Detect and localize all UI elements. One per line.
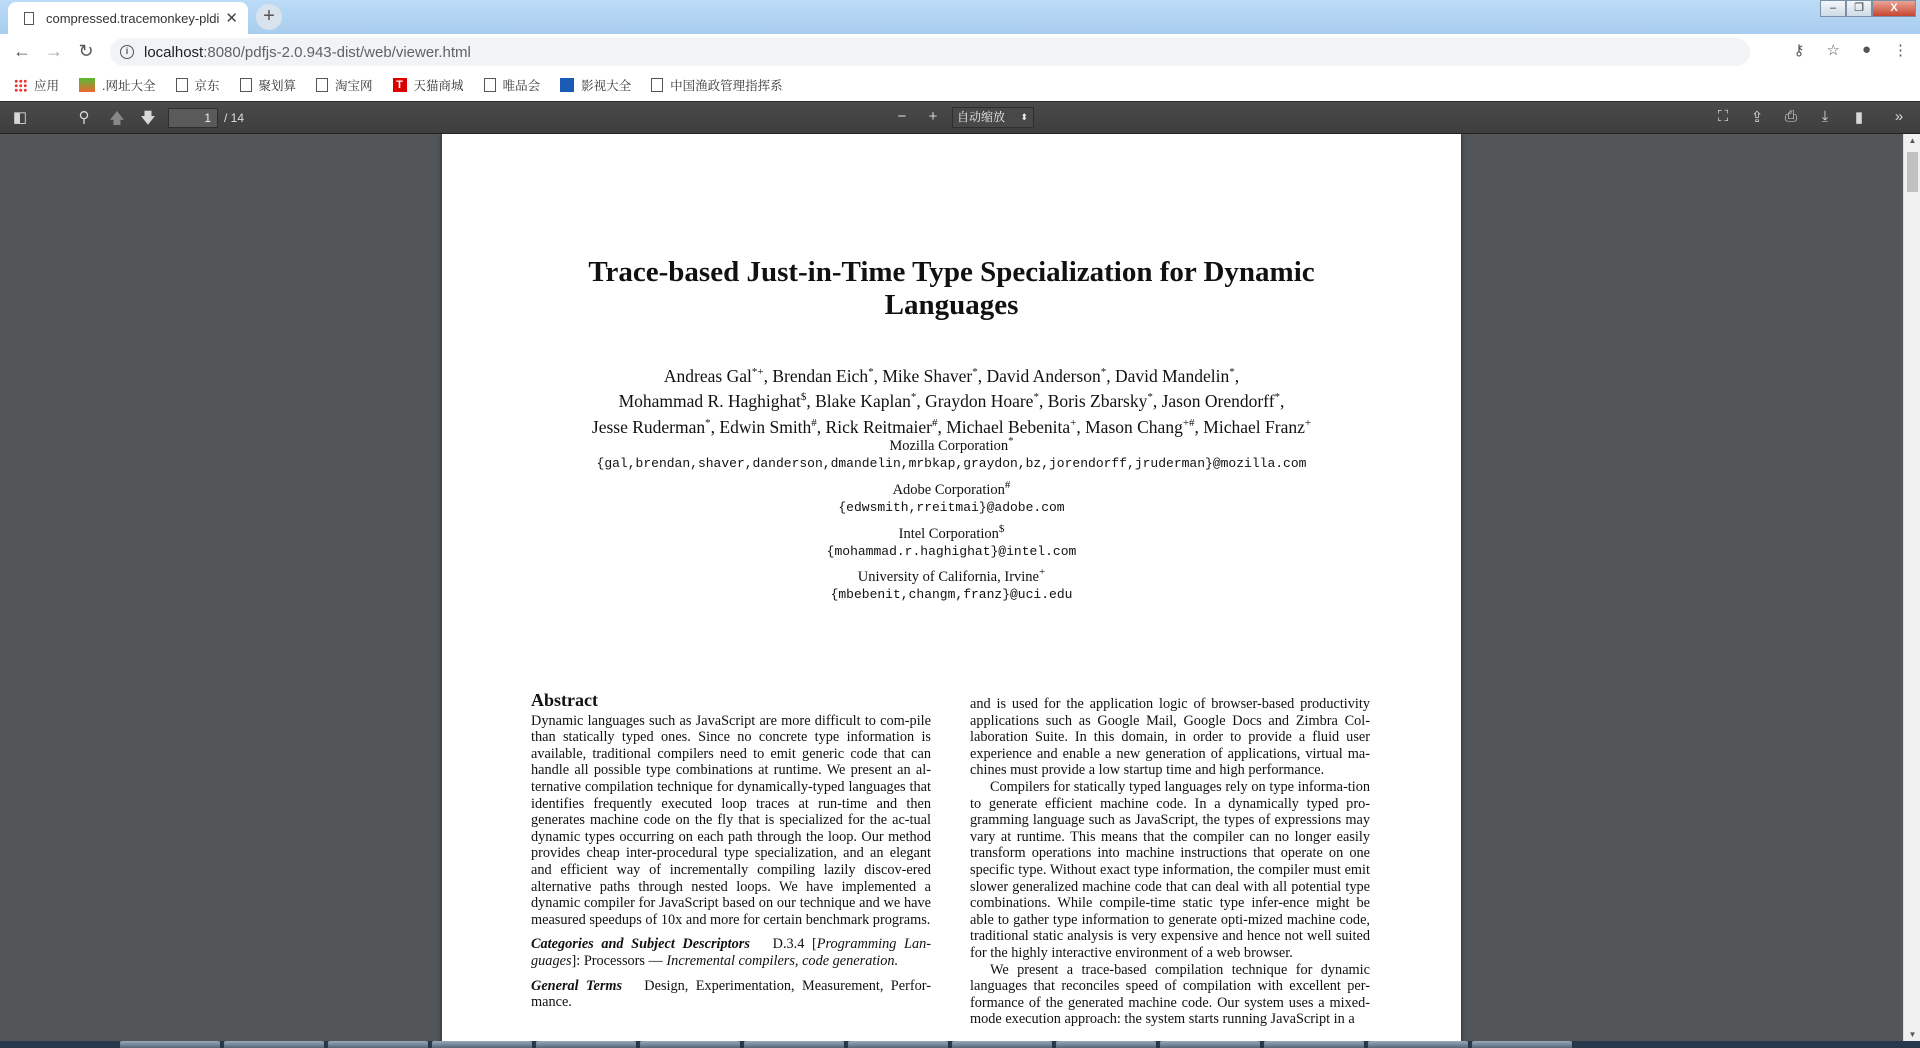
page-number-input[interactable]: 1 — [168, 108, 218, 128]
affiliation-adobe — [442, 476, 1461, 517]
zoom-value: 自动缩放 — [957, 110, 1006, 124]
zoom-in-icon[interactable]: + — [928, 108, 938, 125]
categories-text: D.3.4 [ — [772, 936, 817, 953]
page-icon — [316, 78, 328, 92]
affiliation-email: {mohammad.r.haghighat}@intel.com — [826, 543, 1077, 559]
print-icon[interactable]: ⎙ — [1784, 108, 1797, 125]
bookmark-taobao[interactable] — [316, 76, 373, 94]
restore-button[interactable]: ❐ — [1846, 0, 1872, 17]
tmall-icon: T — [393, 78, 407, 92]
back-icon[interactable]: ← — [13, 41, 31, 61]
bookmark-vip[interactable] — [484, 76, 541, 94]
bookmarks-bar — [0, 69, 1920, 101]
bookmark-label: 淘宝网 — [335, 79, 373, 93]
video-icon — [560, 78, 574, 92]
taskbar-item[interactable] — [432, 1041, 532, 1048]
affiliation-name: Adobe Corporation# — [892, 479, 1011, 498]
paragraph: Compilers for statically typed languages rely on type informa-tion to generate efficient machine code. In a dynamically typed pro-gramming language such as JavaScript, the types of expressions may vary at runtime. This means that the compiler can no longer easily transform operations into machine instructions that operate on one specific type. Without exact type information, the compiler must emit slower generalized machine code that can deal with all potential type combinations. While compile-time static type infer-ence might be able to gather type information to generate opti-mized machine code, traditional static analysis is very expensive and hence not well suited for the highly interactive environment of a web browser. — [970, 778, 1370, 961]
scrollbar-thumb[interactable] — [1907, 152, 1918, 192]
categories-text: Incremental compilers, code generation. — [666, 952, 899, 969]
star-icon[interactable]: ☆ — [1826, 42, 1840, 59]
affiliation-name: Intel Corporation$ — [898, 523, 1005, 542]
presentation-mode-icon[interactable]: ⛶ — [1717, 108, 1729, 125]
tab-active[interactable] — [8, 2, 248, 34]
bookmark-tmall[interactable] — [393, 76, 464, 94]
tools-icon[interactable]: » — [1894, 108, 1904, 125]
categories-text: ]: Processors — — [571, 952, 667, 969]
page-icon — [240, 78, 252, 92]
bookmark-video[interactable] — [560, 76, 631, 94]
document-icon — [24, 12, 34, 25]
bookmark-apps[interactable] — [14, 76, 59, 94]
authors — [442, 362, 1461, 438]
bookmark-label: 聚划算 — [258, 79, 297, 93]
vertical-scrollbar[interactable] — [1903, 134, 1920, 1041]
left-column — [531, 692, 931, 1011]
taskbar-item[interactable] — [1264, 1041, 1364, 1048]
taskbar-item[interactable] — [224, 1041, 324, 1048]
taskbar-item[interactable] — [1160, 1041, 1260, 1048]
taskbar-item[interactable] — [536, 1041, 636, 1048]
address-bar[interactable] — [110, 38, 1750, 66]
bookmark-label: 京东 — [194, 79, 220, 93]
search-icon[interactable]: ⚲ — [78, 109, 90, 126]
taskbar — [0, 1041, 1920, 1048]
categories — [531, 936, 931, 969]
sidebar-toggle-icon[interactable]: ◧ — [12, 109, 28, 126]
info-icon[interactable]: i — [120, 45, 134, 59]
forward-icon[interactable]: → — [45, 41, 63, 61]
bookmark-label: 天猫商城 — [413, 79, 464, 93]
authors-line: Andreas Gal*+, Brendan Eich*, Mike Shaver*, David Anderson*, David Mandelin*, — [663, 365, 1240, 386]
bookmark-icon[interactable]: ▮ — [1854, 109, 1864, 126]
scroll-up-icon[interactable]: ▲ — [1908, 136, 1917, 145]
taskbar-item[interactable] — [744, 1041, 844, 1048]
affiliation-intel — [442, 520, 1461, 561]
title-line: Languages — [884, 289, 1019, 321]
house-icon — [79, 78, 95, 92]
tab-title: compressed.tracemonkey-pldi — [46, 10, 220, 26]
pdf-page — [442, 134, 1461, 1041]
page-icon — [484, 78, 496, 92]
bookmark-juhuasuan[interactable] — [240, 76, 297, 94]
categories-text: Programming Lan-guages — [531, 936, 932, 969]
taskbar-item[interactable] — [640, 1041, 740, 1048]
terms-text: Design, Experimentation, Measurement, Perfor-mance. — [531, 977, 931, 1011]
right-column — [970, 696, 1370, 1028]
page-count: / 14 — [224, 111, 245, 125]
bookmark-label: 唯品会 — [502, 79, 541, 93]
taskbar-item[interactable] — [120, 1041, 220, 1048]
taskbar-item[interactable] — [1368, 1041, 1468, 1048]
bookmark-label: 中国渔政管理指挥系 — [670, 79, 783, 93]
taskbar-item[interactable] — [1056, 1041, 1156, 1048]
authors-line: Jesse Ruderman*, Edwin Smith#, Rick Reitmaier#, Michael Bebenita+, Mason Chang+#, Michael Franz+ — [591, 416, 1312, 437]
taskbar-item[interactable] — [952, 1041, 1052, 1048]
paragraph: We present a trace-based compilation technique for dynamic languages that reconciles speed of compilation with excellent per-formance of the generated machine code. Our system uses a mixed-mode execution approach: the system starts running JavaScript in a — [970, 961, 1370, 1028]
paragraph: and is used for the application logic of browser-based productivity applications such as Google Mail, Google Docs and Zimbra Col-laboration Suite. In this domain, in order to provide a fluid user experience and enable a new generation of applications, virtual ma-chines must provide a low startup time and high performance. — [970, 696, 1370, 779]
bookmark-fishery[interactable] — [651, 76, 783, 94]
taskbar-item[interactable] — [848, 1041, 948, 1048]
pdf-toolbar — [0, 101, 1920, 133]
zoom-select[interactable] — [952, 107, 1034, 128]
bookmark-jd[interactable] — [176, 76, 220, 94]
select-arrows-icon: ⬍ — [1020, 112, 1028, 122]
general-terms — [531, 978, 931, 1011]
zoom-out-icon[interactable]: − — [897, 108, 907, 125]
title-line: Trace-based Just-in-Time Type Specialization for Dynamic — [588, 256, 1315, 288]
url-host: localhost — [144, 43, 204, 61]
affiliation-mozilla — [442, 432, 1461, 473]
menu-icon[interactable]: ⋮ — [1893, 42, 1908, 59]
paper-title — [442, 256, 1461, 322]
account-icon[interactable]: ● — [1861, 41, 1871, 58]
authors-line: Mohammad R. Haghighat$, Blake Kaplan*, Graydon Hoare*, Boris Zbarsky*, Jason Orendorff*, — [618, 391, 1285, 412]
new-tab-button[interactable]: + — [256, 4, 282, 30]
taskbar-item[interactable] — [328, 1041, 428, 1048]
pdf-viewer — [0, 134, 1903, 1041]
taskbar-item[interactable] — [1472, 1041, 1572, 1048]
url-path: :8080/pdfjs-2.0.943-dist/web/viewer.html — [203, 43, 471, 61]
affiliation-email: {gal,brendan,shaver,danderson,dmandelin,mrbkap,graydon,bz,jorendorff,jruderman}@mozilla.com — [596, 455, 1307, 471]
bookmark-label: 应用 — [34, 79, 60, 93]
reload-icon[interactable]: ↻ — [78, 41, 94, 61]
affiliation-name: University of California, Irvine+ — [857, 566, 1046, 585]
tab-strip — [0, 0, 1920, 34]
abstract-text: Dynamic languages such as JavaScript are more difficult to com-pile than statically typed ones. Since no concrete type information is available, traditional compilers need to emit generic code that can handle all possible type combinations at runtime. We present an al-ternative compilation technique for dynamically-typed languages that identifies frequently executed loop traces at run-time and then generates machine code on the fly that is specialized for the ac-tual dynamic types occurring on each path through the loop. Our method provides cheap inter-procedural type specialization, and an elegant and efficient way of incrementally compiling lazily discov-ered alternative paths through nested loops. We have implemented a dynamic compiler for JavaScript based on our technique and we have measured speedups of 10x and more for certain benchmark programs. — [531, 712, 931, 928]
affiliation-email: {mbebenit,changm,franz}@uci.edu — [830, 586, 1073, 602]
next-page-icon[interactable]: 🡇 — [140, 110, 156, 127]
bookmark-label: .网址大全 — [102, 79, 156, 93]
open-file-icon[interactable]: ⇪ — [1750, 109, 1764, 126]
bookmark-label: 影视大全 — [581, 79, 632, 93]
close-tab-icon[interactable]: ✕ — [225, 10, 238, 27]
minimize-button[interactable]: – — [1820, 0, 1846, 17]
affiliation-email: {edwsmith,rreitmai}@adobe.com — [838, 499, 1065, 515]
close-window-button[interactable]: X — [1872, 0, 1916, 17]
page-icon — [651, 78, 663, 92]
scroll-down-icon[interactable]: ▼ — [1908, 1030, 1917, 1039]
address-row — [0, 34, 1920, 69]
page-icon — [176, 78, 188, 92]
terms-label: General Terms — [531, 977, 623, 994]
categories-label: Categories and Subject Descriptors — [531, 936, 750, 953]
affiliation-uci — [442, 563, 1461, 604]
apps-icon — [14, 79, 27, 92]
bookmark-2345[interactable] — [79, 76, 155, 94]
download-icon[interactable]: ⤓ — [1821, 108, 1829, 125]
window-controls — [1820, 0, 1916, 17]
abstract-heading: Abstract — [531, 690, 598, 710]
previous-page-icon[interactable]: 🡅 — [109, 110, 125, 127]
affiliation-name: Mozilla Corporation* — [889, 435, 1014, 454]
key-icon[interactable]: ⚷ — [1793, 42, 1805, 59]
